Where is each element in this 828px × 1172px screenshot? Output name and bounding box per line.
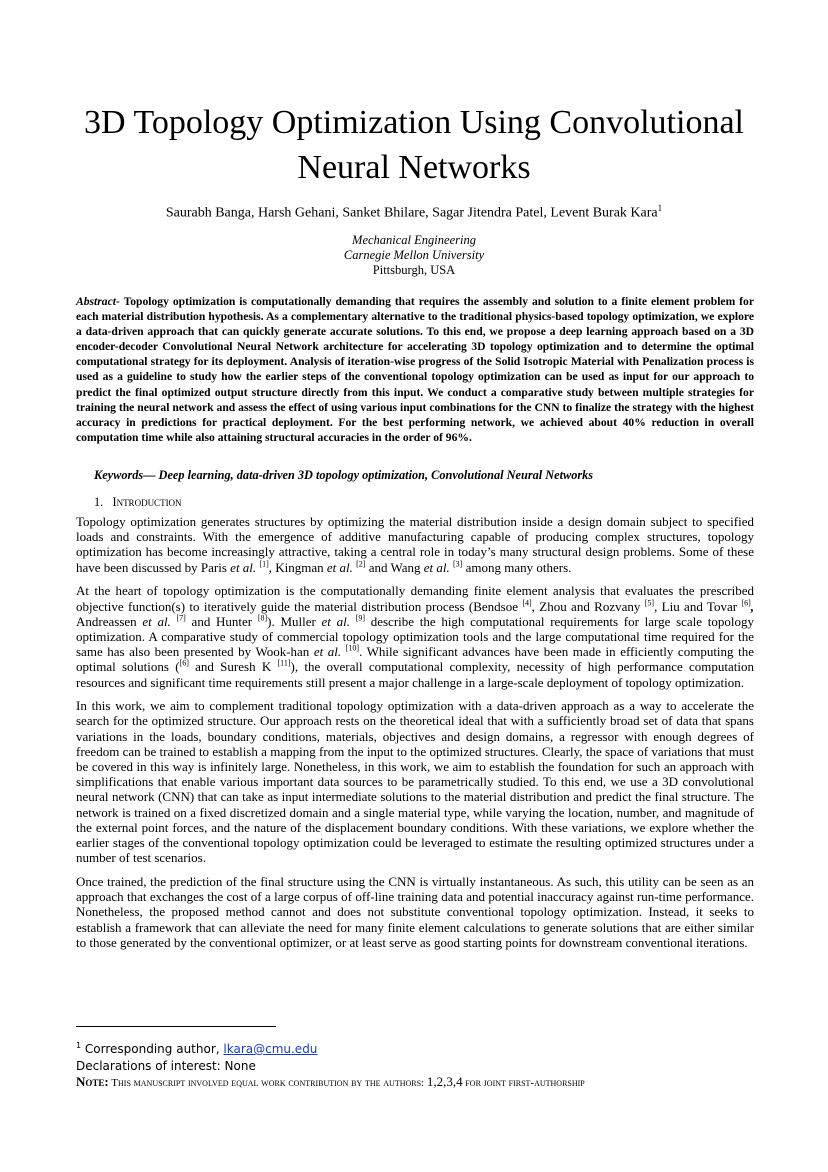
citation-ref: [1]	[259, 559, 269, 569]
text-run: ,	[750, 598, 754, 614]
text-run: and Wang	[365, 559, 424, 575]
author-names: Saurabh Banga, Harsh Gehani, Sanket Bhilare, Sagar Jitendra Patel, Levent Burak Kara	[165, 205, 658, 221]
citation-ref: [2]	[356, 559, 366, 569]
abstract-label: Abstract-	[76, 295, 120, 308]
text-run: , Zhou and Rozvany	[531, 598, 645, 614]
text-run: , Kingman	[268, 559, 327, 575]
body-text	[76, 514, 754, 958]
note-label: Note:	[76, 1074, 109, 1089]
citation-etal: et al.	[321, 613, 350, 629]
text-run: and Suresh K	[188, 659, 278, 675]
affiliation-department: Mechanical Engineering	[352, 233, 476, 247]
affiliation	[200, 233, 628, 278]
citation-etal: et al.	[423, 559, 450, 575]
paragraph-3: In this work, we aim to complement traditional topology optimization with a data-driven approach as a way to accelerate the search for the optimized structure. Our approach rests on the theoretical ideal that with a sufficiently broad set of data that spans variations in the loads, boundary conditions, materials, objectives and design domains, a regressor with enough degrees of freedom can be trained to establish a mapping from the input to the optimized structures. Clearly, the space of variations that must be covered in this way is infinitely large. Nonetheless, in this work, we aim to establish the foundation for such an approach with simplifications that enable various important data sources to be parametrically studied. To this end, we use a 3D convolutional neural network (CNN) that can take as input intermediate solutions to the material distribution and predict the final structure. The network is trained on a fixed discretized domain and a single material type, while varying the location, number, and magnitude of the external point forces, and the nature of the displacement boundary conditions. With these variations, we explore whether the earlier stages of the conventional topology optimization could be leveraged to estimate the resulting optimized structures under a number of test scenarios.	[76, 698, 754, 866]
affiliation-university: Carnegie Mellon University	[343, 248, 485, 262]
abstract-text: Topology optimization is computationally demanding that requires the assembly and solution to a finite element problem for each material distribution hypothesis. As a complementary alternative to the traditional physics-based topology optimization, we explore a data-driven approach that can quickly generate accurate solutions. To this end, we propose a deep learning approach based on a 3D encoder-decoder Convolutional Neural Network architecture for accelerating 3D topology optimization and to determine the optimal computational strategy for its deployment. Analysis of iteration-wise progress of the Solid Isotropic Material with Penalization process is used as a guideline to study how the earlier steps of the conventional topology optimization can be used as input for our approach to predict the final optimized output structure directly from this input. We conduct a comparative study between multiple strategies for training the neural network and assess the effect of using various input combinations for the CNN to finalize the strategy with the highest accuracy in predictions for practical deployment. For the best performing network, we achieved about 40% reduction in overall computation time while also attaining structural accuracies in the order of 96%.	[76, 295, 754, 444]
author-email-link[interactable]: lkara@cmu.edu	[223, 1042, 318, 1056]
citation-etal: et al.	[142, 613, 171, 629]
footnote-corresponding	[76, 1037, 776, 1058]
footnote-divider	[76, 1026, 276, 1027]
paper-title: 3D Topology Optimization Using Convolutional Neural Networks	[84, 104, 744, 186]
citation-etal: et al.	[230, 559, 257, 575]
paragraph-2	[76, 583, 754, 689]
text-run: ). Muller	[267, 613, 322, 629]
footnote-mark: 1	[76, 1041, 82, 1050]
citation-ref: [6]	[741, 598, 751, 608]
paragraph-1	[76, 514, 754, 575]
citation-ref: [3]	[453, 559, 463, 569]
section-title: Introduction	[112, 495, 182, 509]
citation-ref: [9]	[355, 613, 366, 623]
text-run: describe the high computational requirements for large scale topology optimization. A comparative study of commercial topology optimization tools and the large computational time required for the same has also been presented by Wook-han	[76, 613, 754, 660]
citation-ref: [5]	[644, 598, 655, 608]
text-run: and Hunter	[185, 613, 258, 629]
citation-etal: et al.	[326, 559, 353, 575]
citation-ref: [10]	[345, 643, 360, 653]
text-run: , Liu and Tovar	[654, 598, 742, 614]
affiliation-city: Pittsburgh, USA	[372, 263, 456, 277]
citation-etal: et al.	[313, 644, 342, 660]
citation-ref: [4]	[522, 598, 532, 608]
citation-ref: [8]	[257, 613, 268, 623]
paragraph-4: Once trained, the prediction of the final structure using the CNN is virtually instantaneous. As such, this utility can be seen as an approach that exchanges the cost of a large corpus of off-line training data and potential inaccuracy against run-time performance. Nonetheless, the proposed method cannot and does not substitute conventional topology optimization. Instead, it seeks to establish a framework that can alleviate the need for many finite element calculations to generate solutions that are either similar to those generated by the conventional optimizer, or at least serve as good starting points for downstream conventional iterations.	[76, 873, 754, 950]
abstract	[76, 294, 754, 445]
citation-ref: [7]	[176, 613, 186, 623]
note-author-numbers: 1,2,3,4	[426, 1074, 463, 1089]
citation-ref: [11]	[277, 659, 291, 668]
text-run: Topology optimization generates structures by optimizing the material distribution inside a design domain subject to specified loads and constraints. With the emergence of additive manufacturing capable of producing complex structures, topology optimization has become increasingly attractive, taking a central role in today’s many structural design problems. Some of these have been discussed by Paris	[76, 514, 754, 575]
keywords: Keywords— Deep learning, data-driven 3D topology optimization, Convolutional Neural Networks	[94, 468, 594, 482]
citation-ref: [6]	[179, 659, 189, 668]
note-text: for joint first-authorship	[462, 1077, 585, 1089]
footnotes	[76, 1037, 776, 1075]
authorship-note	[76, 1074, 776, 1091]
text-run: ), the overall computational complexity, necessity of high performance computation resources and significant time requirements still present a major challenge in a large-scale deployment of topology optimization.	[76, 659, 755, 690]
footnote-declarations: Declarations of interest: None	[76, 1059, 256, 1073]
author-footnote-mark: 1	[657, 203, 663, 213]
text-run: Andreassen	[76, 613, 143, 629]
section-number: 1.	[94, 495, 104, 509]
section-heading	[94, 495, 182, 510]
author-list	[60, 199, 768, 223]
note-text: This manuscript involved equal work contribution by the authors:	[108, 1077, 427, 1089]
text-run: At the heart of topology optimization is the computationally demanding finite element analysis that evaluates the prescribed objective function(s) to iteratively guide the material distribution process (Bendsoe	[76, 583, 754, 614]
text-run: . While significant advances have been made in efficiently computing the optimal solutions (	[76, 644, 754, 675]
footnote-label: Corresponding author,	[81, 1042, 224, 1056]
text-run: among many others.	[462, 559, 572, 575]
